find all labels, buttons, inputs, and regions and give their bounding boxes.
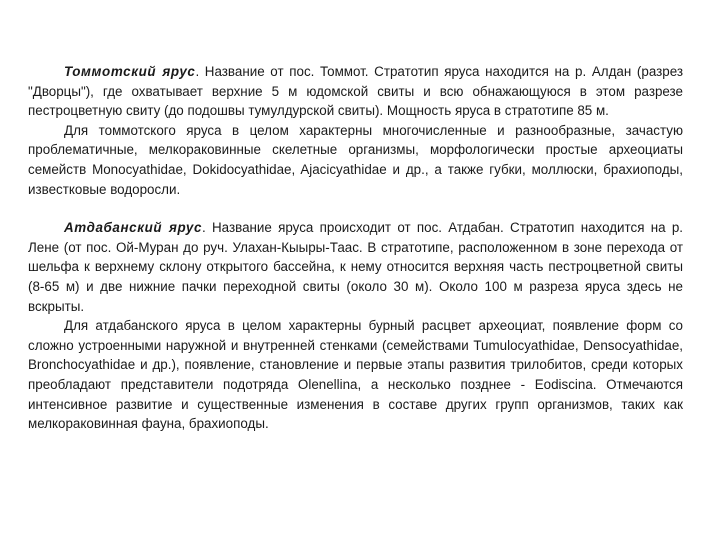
paragraph-text: . Название от пос. Томмот. Стратотип яруса находится на р. Алдан (разрез "Дворцы"), где охватывает верхние 5 м юдомской свиты и всю обнажающуюся в этом разрезе пестроцветную свиту (до подошвы тумулдурской свиты). Мощность яруса в стратотипе 85 м. [28,64,683,119]
paragraph-text: Для томмотского яруса в целом характерны многочисленные и разнообразные, зачастую проблематичные, мелкораковинные скелетные организмы, морфологически простые археоциаты семейств Monocyathidae, Dokidocyathidae, Ajacicyathidae и др., а также губки, моллюски, брахиоподы, известковые водоросли. [28,122,683,197]
paragraph-tommotian-definition [28,62,683,121]
paragraph-atdabanian-definition [28,218,683,316]
paragraph-atdabanian-fauna [28,316,683,434]
paragraph-text: . Название яруса происходит от пос. Атдабан. Стратотип находится на р. Лене (от пос. Ой-Муран до руч. Улахан-Кыыры-Таас. В стратотипе, расположенном в зоне перехода от шельфа к верхнему склону открытого бассейна, к нему относится верхняя часть пестроцветной свиты (8-65 м) и две нижние пачки переходной свиты (около 30 м). Около 100 м разреза яруса здесь не вскрыты. [28,220,683,314]
section-tommotian-stage [28,62,683,199]
paragraph-tommotian-fauna [28,121,683,199]
term-tommotian-stage: Томмотский ярус [64,64,196,79]
section-atdabanian-stage [28,218,683,434]
term-atdabanian-stage: Атдабанский ярус [64,220,203,236]
document-page [28,62,683,434]
paragraph-text: Для атдабанского яруса в целом характерны бурный расцвет археоциат, появление форм со сложно устроенными наружной и внутренней стенками (семействами Tumulocyathidae, Densocyathidae, Bronchocyathidae и др.), появление, становление и первые этапы развития трилобитов, среди которых преобладают представители подотряда Olenellina, а несколько позднее - Eodiscina. Отмечаются интенсивное развитие и существенные изменения в составе других групп организмов, таких как мелкораковинная фауна, брахиоподы. [28,318,683,432]
